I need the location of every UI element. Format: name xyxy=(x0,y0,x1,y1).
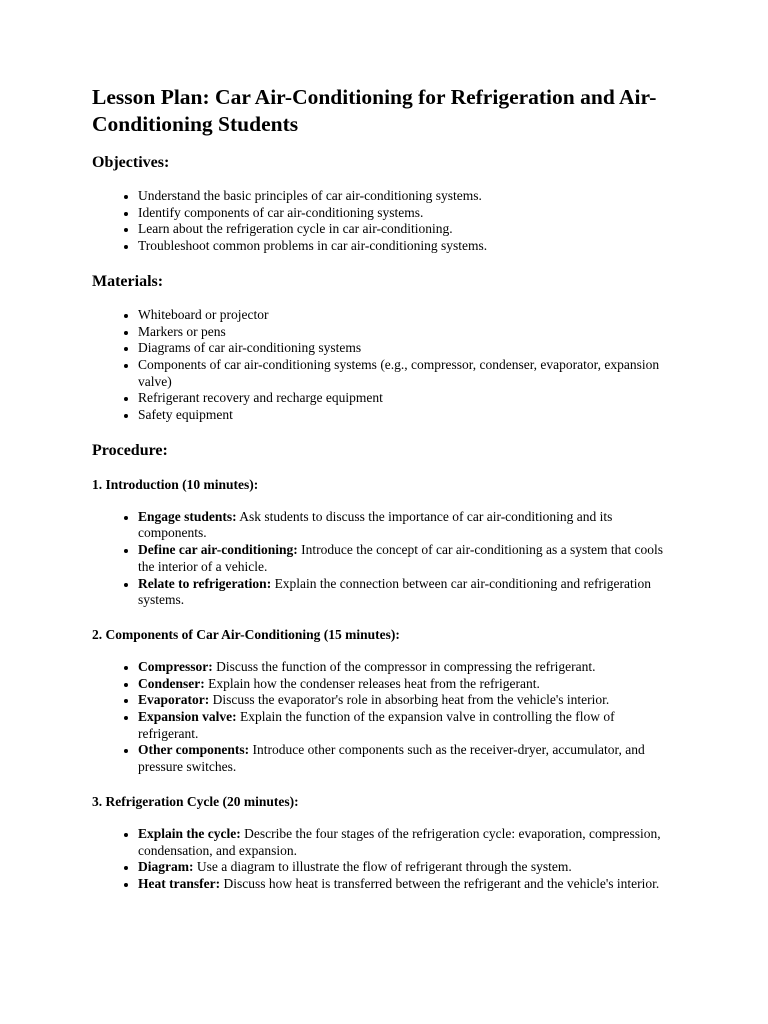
list-item xyxy=(138,676,676,693)
item-term: Evaporator: xyxy=(138,692,210,708)
list-item: • Whiteboard or projector xyxy=(138,307,676,324)
step-2-list xyxy=(92,659,676,776)
list-item xyxy=(138,542,676,575)
item-term: Condenser: xyxy=(138,675,205,691)
step-1-title: 1. Introduction (10 minutes): xyxy=(92,476,259,492)
item-text: Ask students to discuss the importance of car air-conditioning and its components. xyxy=(138,508,613,541)
materials-list xyxy=(92,307,676,424)
document-title: Lesson Plan: Car Air-Conditioning for Refrigeration and Air-Conditioning Students xyxy=(92,85,657,136)
item-term: Relate to refrigeration: xyxy=(138,575,272,591)
list-item: • Markers or pens xyxy=(138,324,676,341)
list-item: • Learn about the refrigeration cycle in car air-conditioning. xyxy=(138,221,676,238)
item-term: Diagram: xyxy=(138,859,194,875)
item-text: Describe the four stages of the refrigeration cycle: evaporation, compression, condensation, and expansion. xyxy=(138,825,661,858)
item-text: Explain the function of the expansion valve in controlling the flow of refrigerant. xyxy=(138,709,615,741)
objectives-section xyxy=(92,153,676,255)
item-text: Discuss the evaporator's role in absorbing heat from the vehicle's interior. xyxy=(209,692,610,708)
procedure-heading: Procedure: xyxy=(92,441,168,459)
materials-heading: Materials: xyxy=(92,272,164,290)
item-term: Other components: xyxy=(138,742,250,758)
item-term: Expansion valve: xyxy=(138,709,237,725)
list-item: • Diagrams of car air-conditioning systems xyxy=(138,340,676,357)
list-item xyxy=(138,509,676,542)
list-item xyxy=(138,826,676,859)
item-term: Define car air-conditioning: xyxy=(138,542,298,558)
step-2-title: 2. Components of Car Air-Conditioning (15 minutes): xyxy=(92,626,400,642)
list-item xyxy=(138,659,676,676)
objectives-heading: Objectives: xyxy=(92,154,170,171)
step-3-title: 3. Refrigeration Cycle (20 minutes): xyxy=(92,793,299,809)
list-item: • Components of car air-conditioning systems (e.g., compressor, condenser, evaporator, expansion valve) xyxy=(138,357,676,390)
item-text: Explain how the condenser releases heat from the refrigerant. xyxy=(204,675,540,691)
item-text: Discuss how heat is transferred between the refrigerant and the vehicle's interior. xyxy=(220,875,660,891)
procedure-section xyxy=(92,441,676,893)
item-term: Engage students: xyxy=(138,508,237,524)
step-1-list xyxy=(92,509,676,609)
item-text: Discuss the function of the compressor in compressing the refrigerant. xyxy=(212,658,596,674)
list-item: • Refrigerant recovery and recharge equipment xyxy=(138,390,676,407)
item-text: Use a diagram to illustrate the flow of refrigerant through the system. xyxy=(193,859,572,875)
list-item: • Safety equipment xyxy=(138,407,676,424)
list-item xyxy=(138,576,676,609)
item-text: Explain the connection between car air-conditioning and refrigeration systems. xyxy=(138,575,652,608)
list-item: • Troubleshoot common problems in car air-conditioning systems. xyxy=(138,238,676,255)
list-item xyxy=(138,876,676,893)
item-term: Compressor: xyxy=(138,658,213,674)
list-item xyxy=(138,709,676,742)
list-item xyxy=(138,859,676,876)
item-text: Introduce the concept of car air-conditioning as a system that cools the interior of a vehicle. xyxy=(138,542,663,574)
item-term: Heat transfer: xyxy=(138,875,221,891)
list-item: • Identify components of car air-conditioning systems. xyxy=(138,205,676,222)
item-term: Explain the cycle: xyxy=(138,825,241,841)
list-item: • Understand the basic principles of car air-conditioning systems. xyxy=(138,188,676,205)
materials-section xyxy=(92,272,676,424)
list-item xyxy=(138,692,676,709)
step-3-list xyxy=(92,826,676,893)
list-item xyxy=(138,742,676,775)
item-text: Introduce other components such as the receiver-dryer, accumulator, and pressure switches. xyxy=(138,742,645,775)
objectives-list xyxy=(92,188,676,255)
